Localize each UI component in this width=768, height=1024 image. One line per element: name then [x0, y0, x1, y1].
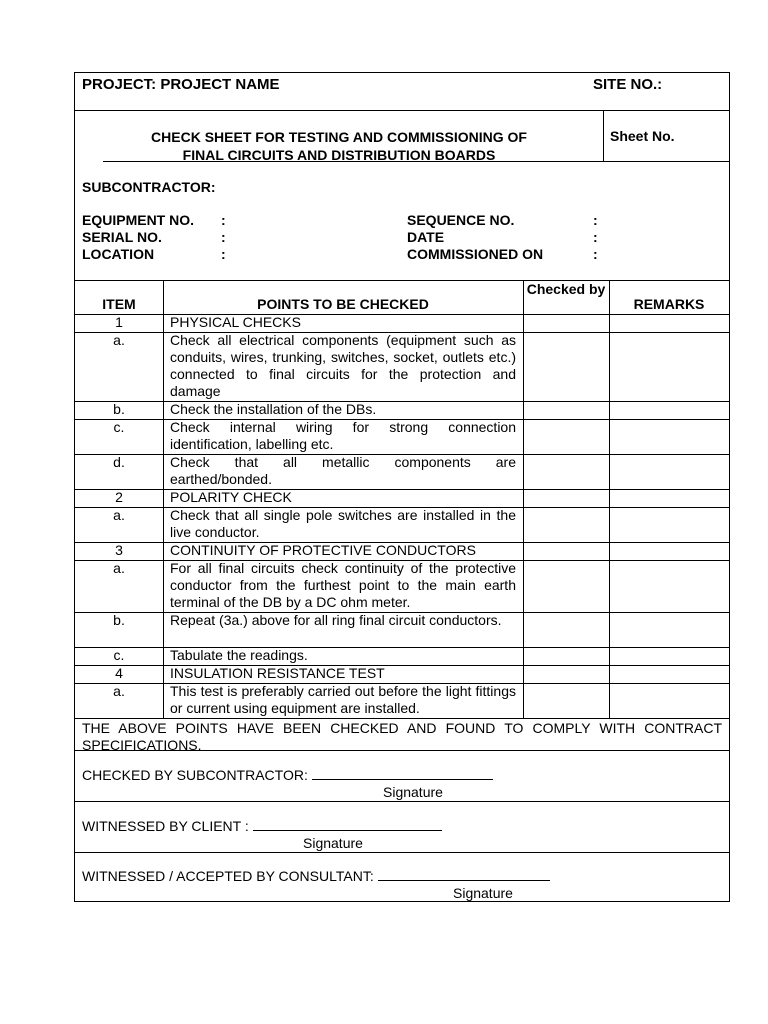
remarks-cell[interactable] — [609, 332, 729, 401]
serial-no-label: SERIAL NO. — [82, 229, 162, 245]
remarks-cell[interactable] — [609, 647, 729, 665]
divider — [609, 665, 610, 683]
checked-by-cell[interactable] — [523, 332, 609, 401]
divider — [163, 507, 164, 542]
divider — [523, 419, 524, 454]
divider — [609, 612, 610, 647]
divider — [523, 454, 524, 489]
divider — [163, 560, 164, 612]
row-item-number: b. — [113, 612, 125, 628]
divider — [523, 401, 524, 419]
colon: : — [593, 246, 598, 262]
divider — [163, 542, 164, 560]
divider — [163, 647, 164, 665]
table-row — [75, 454, 729, 489]
row-check-point: Check the installation of the DBs. — [170, 401, 377, 417]
row-item-number: d. — [113, 454, 125, 470]
divider — [163, 280, 164, 314]
checked-by-cell[interactable] — [523, 489, 609, 507]
divider — [523, 314, 524, 332]
row-check-point: POLARITY CHECK — [170, 489, 292, 505]
signature-line — [378, 868, 550, 881]
remarks-cell[interactable] — [609, 507, 729, 542]
row-item-number: 2 — [115, 489, 123, 505]
divider — [609, 454, 610, 489]
signature-line — [253, 818, 442, 831]
checked-by-cell[interactable] — [523, 647, 609, 665]
signature-caption: Signature — [383, 784, 443, 800]
sheet-no-label: Sheet No. — [610, 128, 675, 144]
table-row — [75, 314, 729, 332]
signature-caption: Signature — [453, 885, 513, 901]
project-label: PROJECT: PROJECT NAME — [82, 76, 280, 93]
divider — [609, 542, 610, 560]
checked-by-label: CHECKED BY SUBCONTRACTOR: — [82, 767, 308, 783]
divider — [523, 542, 524, 560]
divider — [163, 454, 164, 489]
checked-by-cell[interactable] — [523, 454, 609, 489]
signature-line — [312, 767, 493, 780]
divider — [523, 612, 524, 647]
row-check-point: This test is preferably carried out before the light fittings or current using equipment are installed. — [170, 683, 516, 716]
divider — [163, 314, 164, 332]
divider — [163, 489, 164, 507]
row-check-point: INSULATION RESISTANCE TEST — [170, 665, 385, 681]
row-item-number: a. — [113, 507, 125, 523]
row-item-number: 4 — [115, 665, 123, 681]
remarks-cell[interactable] — [609, 419, 729, 454]
table-row — [75, 507, 729, 542]
divider — [103, 161, 603, 162]
row-item-number: b. — [113, 401, 125, 417]
divider — [609, 314, 610, 332]
remarks-cell[interactable] — [609, 401, 729, 419]
row-item-number: a. — [113, 683, 125, 699]
sheet-title — [75, 128, 603, 164]
divider — [163, 401, 164, 419]
divider — [523, 280, 524, 314]
colon: : — [221, 229, 226, 245]
checked-by-cell[interactable] — [523, 542, 609, 560]
check-sheet — [74, 72, 730, 902]
witnessed-by-consultant — [82, 868, 550, 885]
commissioned-on-label: COMMISSIONED ON — [407, 246, 544, 262]
row-check-point: Check internal wiring for strong connection identification, labelling etc. — [170, 419, 516, 452]
column-header-checked-by: Checked by — [526, 281, 606, 297]
table-row — [75, 612, 729, 647]
divider — [163, 683, 164, 718]
row-item-number: c. — [113, 647, 125, 663]
remarks-cell[interactable] — [609, 489, 729, 507]
checked-by-cell[interactable] — [523, 314, 609, 332]
divider — [75, 801, 729, 802]
row-check-point: Check that all metallic components are earthed/bonded. — [170, 454, 516, 487]
subcontractor-label: SUBCONTRACTOR: — [82, 179, 216, 195]
divider — [609, 419, 610, 454]
divider — [75, 718, 729, 719]
divider — [609, 332, 610, 401]
row-item-number: c. — [113, 419, 125, 435]
divider — [609, 560, 610, 612]
divider — [609, 507, 610, 542]
row-item-number: 1 — [115, 314, 123, 330]
table-row — [75, 683, 729, 718]
remarks-cell[interactable] — [609, 683, 729, 718]
column-header-points: POINTS TO BE CHECKED — [257, 296, 429, 312]
equipment-no-label: EQUIPMENT NO. — [82, 212, 195, 228]
witnessed-consultant-label: WITNESSED / ACCEPTED BY CONSULTANT: — [82, 868, 374, 884]
divider — [609, 280, 610, 314]
checked-by-cell[interactable] — [523, 683, 609, 718]
divider — [75, 314, 729, 315]
column-header-item: ITEM — [102, 296, 136, 312]
remarks-cell[interactable] — [609, 542, 729, 560]
divider — [523, 647, 524, 665]
divider — [75, 110, 729, 111]
row-item-number: 3 — [115, 542, 123, 558]
table-row — [75, 560, 729, 612]
divider — [75, 750, 729, 751]
remarks-cell[interactable] — [609, 454, 729, 489]
row-check-point: CONTINUITY OF PROTECTIVE CONDUCTORS — [170, 542, 476, 558]
divider — [603, 110, 604, 161]
remarks-cell[interactable] — [609, 560, 729, 612]
checked-by-cell[interactable] — [523, 665, 609, 683]
divider — [609, 683, 610, 718]
table-row — [75, 419, 729, 454]
row-check-point: PHYSICAL CHECKS — [170, 314, 301, 330]
table-row — [75, 647, 729, 665]
row-check-point: Check that all single pole switches are installed in the live conductor. — [170, 507, 516, 540]
checked-by-subcontractor — [82, 767, 493, 784]
colon: : — [221, 246, 226, 262]
divider — [75, 852, 729, 853]
divider — [609, 489, 610, 507]
divider — [163, 419, 164, 454]
table-row — [75, 542, 729, 560]
table-row — [75, 665, 729, 683]
table-row — [75, 489, 729, 507]
witnessed-by-client — [82, 818, 442, 835]
colon: : — [593, 229, 598, 245]
remarks-cell[interactable] — [609, 612, 729, 647]
divider — [523, 683, 524, 718]
divider — [523, 507, 524, 542]
checked-by-cell[interactable] — [523, 419, 609, 454]
date-label: DATE — [407, 229, 445, 245]
checked-by-cell[interactable] — [523, 560, 609, 612]
divider — [75, 280, 729, 281]
remarks-cell[interactable] — [609, 314, 729, 332]
divider — [523, 665, 524, 683]
witnessed-client-label: WITNESSED BY CLIENT : — [82, 818, 249, 834]
row-item-number: a. — [113, 560, 125, 576]
colon: : — [221, 212, 226, 228]
checked-by-cell[interactable] — [523, 401, 609, 419]
divider — [163, 332, 164, 401]
sequence-no-label: SEQUENCE NO. — [407, 212, 515, 228]
divider — [163, 665, 164, 683]
row-check-point: Repeat (3a.) above for all ring final circuit conductors. — [170, 612, 502, 628]
site-no-label: SITE NO.: — [593, 76, 663, 93]
remarks-cell[interactable] — [609, 665, 729, 683]
row-check-point: For all final circuits check continuity of the protective conductor from the furthest point to the main earth terminal of the DB by a DC ohm meter. — [170, 560, 516, 610]
divider — [609, 401, 610, 419]
title-line-2: FINAL CIRCUITS AND DISTRIBUTION BOARDS — [182, 147, 496, 163]
divider — [523, 332, 524, 401]
title-line-1: CHECK SHEET FOR TESTING AND COMMISSIONING OF — [151, 129, 527, 145]
divider — [603, 161, 730, 162]
divider — [163, 612, 164, 647]
compliance-statement: THE ABOVE POINTS HAVE BEEN CHECKED AND FOUND TO COMPLY WITH CONTRACT SPECIFICATIONS. — [82, 720, 722, 753]
location-label: LOCATION — [82, 246, 155, 262]
row-check-point: Tabulate the readings. — [170, 647, 308, 663]
divider — [523, 560, 524, 612]
divider — [523, 489, 524, 507]
checked-by-cell[interactable] — [523, 612, 609, 647]
table-row — [75, 332, 729, 401]
checked-by-cell[interactable] — [523, 507, 609, 542]
row-check-point: Check all electrical components (equipment such as conduits, wires, trunking, switches, socket, outlets etc.) connected to final circuits for the protection and damage — [170, 332, 516, 399]
signature-caption: Signature — [303, 835, 363, 851]
row-item-number: a. — [113, 332, 125, 348]
table-row — [75, 401, 729, 419]
colon: : — [593, 212, 598, 228]
column-header-remarks: REMARKS — [633, 296, 705, 312]
divider — [609, 647, 610, 665]
